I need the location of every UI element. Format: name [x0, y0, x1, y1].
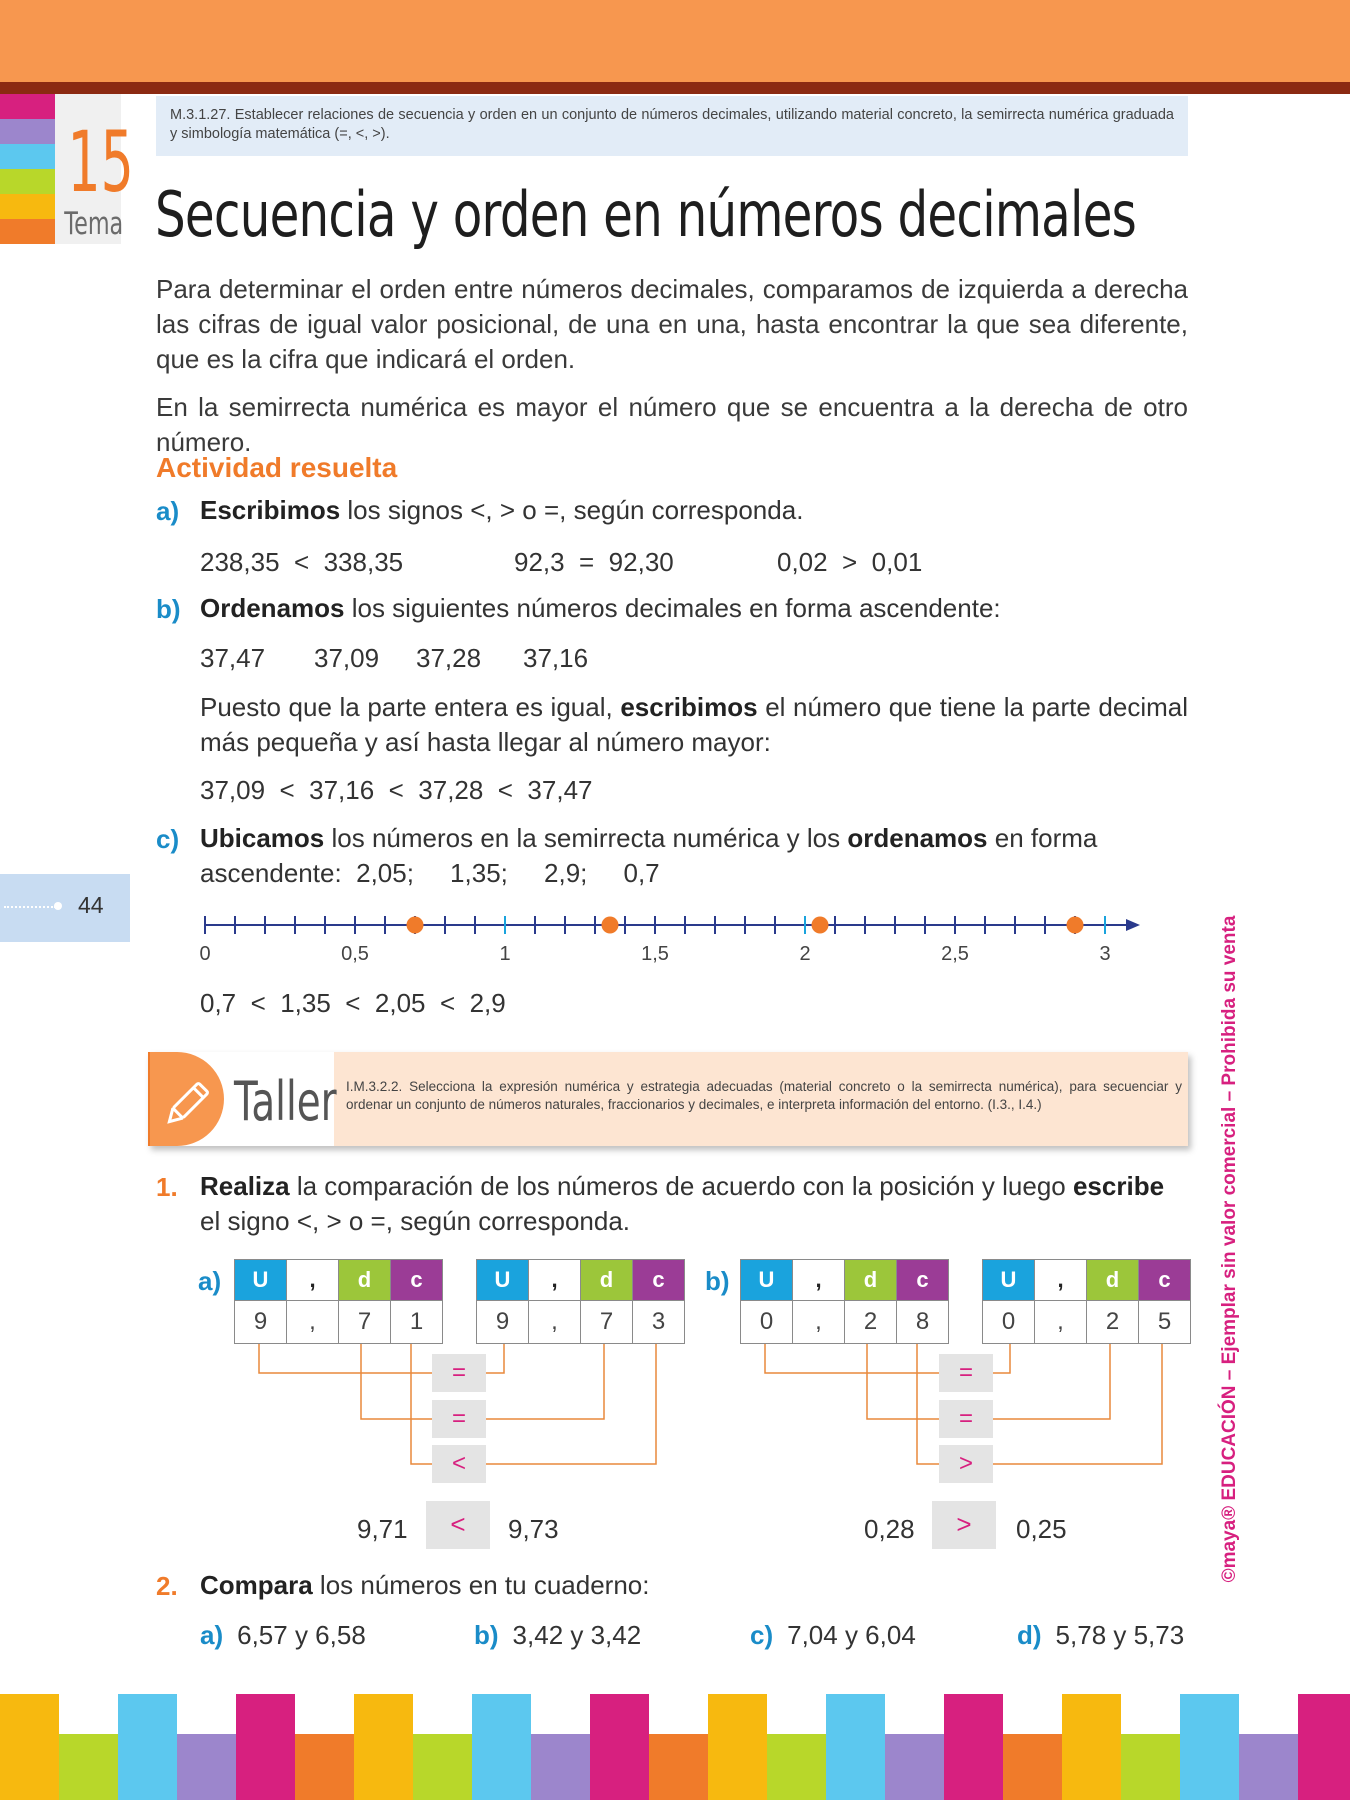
place-value-grid	[476, 1259, 685, 1344]
sign-box: =	[432, 1400, 486, 1438]
digit: 3	[633, 1301, 685, 1344]
digit: 0	[741, 1301, 793, 1344]
header-tenths: d	[845, 1260, 897, 1301]
ex1a-right-value: 9,73	[508, 1514, 559, 1544]
ex2-bold: Compara	[200, 1570, 313, 1600]
ex1-mid: la comparación de los números de acuerdo con la posición y luego	[289, 1171, 1073, 1201]
color-stripe	[0, 144, 55, 169]
explain-pre: Puesto que la parte entera es igual,	[200, 692, 621, 722]
footer-stripe	[295, 1734, 354, 1800]
header-tenths: d	[1087, 1260, 1139, 1301]
footer-stripe	[1062, 1694, 1121, 1800]
header-comma: ,	[1035, 1260, 1087, 1301]
color-stripe	[0, 94, 55, 119]
footer-stripe	[1121, 1734, 1180, 1800]
item-c-end: en forma	[987, 823, 1098, 853]
item-b-explanation	[200, 690, 1188, 760]
item-b-result: 37,09 < 37,16 < 37,28 < 37,47	[200, 775, 593, 805]
sign-box: =	[939, 1400, 993, 1438]
item-c-bold1: Ubicamos	[200, 823, 325, 853]
ex2-item-label: c)	[750, 1620, 774, 1650]
header-comma: ,	[793, 1260, 845, 1301]
exercise-1-line2: el signo <, > o =, según corresponda.	[200, 1206, 631, 1236]
ex2-item-label: b)	[474, 1620, 499, 1650]
number: 37,16	[523, 643, 589, 673]
header-comma: ,	[529, 1260, 581, 1301]
ex1a-left-value: 9,71	[357, 1514, 408, 1544]
digit: 9	[235, 1301, 287, 1344]
ex2-item	[750, 1618, 916, 1653]
item-b-bold: Ordenamos	[200, 593, 345, 623]
tick-label: 0,5	[341, 943, 369, 965]
footer-stripe	[649, 1734, 708, 1800]
footer-stripe	[708, 1694, 767, 1800]
digit: 0	[983, 1301, 1035, 1344]
number: 37,47	[200, 643, 266, 673]
ex2-item-label: a)	[200, 1620, 224, 1650]
ex1b-right-value: 0,25	[1016, 1514, 1067, 1544]
page-number-tab	[0, 874, 130, 942]
comparison: 92,3 = 92,30	[514, 547, 674, 577]
tema-number: 15	[67, 113, 134, 211]
number-point	[407, 917, 424, 934]
header-tenths: d	[581, 1260, 633, 1301]
ex2-item	[474, 1618, 641, 1653]
skill-statement: M.3.1.27. Establecer relaciones de secuencia y orden en un conjunto de números decimales, utilizando material concreto, la semirrecta numérica graduada y simbología matemática (=, <, >).	[156, 96, 1188, 156]
item-a-label: a)	[156, 496, 180, 526]
item-c-mid: los números en la semirrecta numérica y los	[324, 823, 848, 853]
comparison: 238,35 < 338,35	[200, 547, 404, 577]
page-title: Secuencia y orden en números decimales	[155, 178, 1137, 251]
header-hundredths: c	[897, 1260, 949, 1301]
item-c	[156, 823, 1098, 855]
digit: 1	[391, 1301, 443, 1344]
intro-paragraph-1: Para determinar el orden entre números decimales, comparamos de izquierda a derecha las cifras de igual valor posicional, de una en una, hasta encontrar la que sea diferente, que es la cifra que indicará el orden.	[156, 274, 1188, 374]
taller-title: Taller	[234, 1070, 337, 1133]
footer-stripe	[413, 1734, 472, 1800]
item-c-bold2: ordenamos	[847, 823, 988, 853]
sign-box: >	[939, 1445, 993, 1483]
footer-stripe	[590, 1694, 649, 1800]
digit: ,	[529, 1301, 581, 1344]
color-stripe	[0, 194, 55, 219]
footer-stripe	[826, 1694, 885, 1800]
item-c-line2: ascendente: 2,05; 1,35; 2,9; 0,7	[200, 858, 660, 888]
tick-label: 2	[799, 943, 811, 965]
ex1b-final-sign: >	[932, 1501, 996, 1549]
footer-stripe	[1180, 1694, 1239, 1800]
exercise-1	[156, 1171, 1165, 1203]
header-units: U	[235, 1260, 287, 1301]
number: 37,28	[416, 643, 482, 673]
exercise-2	[156, 1570, 650, 1602]
exercise-2-number: 2.	[156, 1571, 178, 1601]
footer-stripe	[767, 1734, 826, 1800]
footer-stripe	[118, 1694, 177, 1800]
item-c-label: c)	[156, 824, 180, 854]
header-comma: ,	[287, 1260, 339, 1301]
footer-stripe	[1298, 1694, 1350, 1800]
digit: 9	[477, 1301, 529, 1344]
header-units: U	[983, 1260, 1035, 1301]
footer-stripe	[177, 1734, 236, 1800]
ex1-bold1: Realiza	[200, 1171, 290, 1201]
item-a	[156, 495, 804, 527]
digit: 2	[1087, 1301, 1139, 1344]
tick-label: 3	[1099, 943, 1111, 965]
intro-paragraph-2: En la semirrecta numérica es mayor el número que se encuentra a la derecha de otro número.	[156, 392, 1188, 457]
digit: 7	[339, 1301, 391, 1344]
dot-icon	[54, 902, 62, 910]
place-value-grid	[740, 1259, 949, 1344]
pencil-icon	[150, 1052, 224, 1146]
number-line	[190, 900, 1150, 980]
ex2-item	[1017, 1618, 1184, 1653]
color-stripe	[0, 219, 55, 244]
digit: ,	[793, 1301, 845, 1344]
footer-stripe	[885, 1734, 944, 1800]
header-hundredths: c	[633, 1260, 685, 1301]
number-point	[602, 917, 619, 934]
digit: 8	[897, 1301, 949, 1344]
ex2-item-text: 7,04 y 6,04	[787, 1620, 916, 1650]
ex2-text: los números en tu cuaderno:	[312, 1570, 650, 1600]
color-stripe	[0, 119, 55, 144]
place-value-grid	[982, 1259, 1191, 1344]
item-c-result: 0,7 < 1,35 < 2,05 < 2,9	[200, 988, 506, 1018]
number-point	[812, 917, 829, 934]
comparison: 0,02 > 0,01	[777, 547, 923, 577]
ex2-item	[200, 1618, 366, 1653]
ex2-item-text: 6,57 y 6,58	[237, 1620, 366, 1650]
top-banner	[0, 0, 1350, 82]
footer-stripe	[354, 1694, 413, 1800]
top-banner-line	[0, 82, 1350, 94]
tick-label: 1	[499, 943, 511, 965]
sign-box: =	[432, 1354, 486, 1392]
sign-box: =	[939, 1354, 993, 1392]
digit: ,	[1035, 1301, 1087, 1344]
copyright-side-text: ©maya® EDUCACIÓN – Ejemplar sin valor comercial – Prohibida su venta	[1219, 915, 1240, 1583]
header-tenths: d	[339, 1260, 391, 1301]
tick-label: 1,5	[641, 943, 669, 965]
item-b-text: los siguientes números decimales en forma ascendente:	[344, 593, 1001, 623]
footer-stripe	[531, 1734, 590, 1800]
footer-stripe	[1003, 1734, 1062, 1800]
dotted-line	[4, 906, 56, 908]
header-hundredths: c	[1139, 1260, 1191, 1301]
ex1-bold2: escribe	[1072, 1171, 1165, 1201]
ex1b-left-value: 0,28	[864, 1514, 915, 1544]
footer-stripe	[0, 1694, 59, 1800]
header-units: U	[741, 1260, 793, 1301]
item-a-text: los signos <, > o =, según corresponda.	[340, 495, 804, 525]
digit: ,	[287, 1301, 339, 1344]
ex1a-label: a)	[198, 1266, 222, 1296]
footer-stripe	[59, 1734, 118, 1800]
tick-label: 2,5	[941, 943, 969, 965]
page-number: 44	[78, 892, 104, 918]
explain-bold: escribimos	[620, 692, 758, 722]
ex2-item-label: d)	[1017, 1620, 1042, 1650]
header-units: U	[477, 1260, 529, 1301]
tick-label: 0	[199, 943, 211, 965]
ex1b-label: b)	[705, 1266, 730, 1296]
item-a-bold: Escribimos	[200, 495, 341, 525]
header-hundredths: c	[391, 1260, 443, 1301]
activity-heading: Actividad resuelta	[156, 452, 398, 483]
digit: 7	[581, 1301, 633, 1344]
footer-stripe	[472, 1694, 531, 1800]
color-stripe	[0, 169, 55, 194]
footer-stripe	[236, 1694, 295, 1800]
ex1a-final-sign: <	[426, 1501, 490, 1549]
taller-indicator: I.M.3.2.2. Selecciona la expresión numérica y estrategia adecuadas (material concreto o la semirrecta numérica), para secuenciar y ordenar un conjunto de números naturales, fraccionarios y decimales, e interpreta información del entorno. (I.3., I.4.)	[346, 1079, 1182, 1112]
number-point	[1067, 917, 1084, 934]
number: 37,09	[314, 643, 380, 673]
digit: 5	[1139, 1301, 1191, 1344]
ex2-item-text: 5,78 y 5,73	[1055, 1620, 1185, 1650]
sign-box: <	[432, 1445, 486, 1483]
item-b	[156, 593, 1001, 625]
item-b-label: b)	[156, 594, 181, 624]
arrow-icon	[1126, 919, 1140, 931]
ex2-item-text: 3,42 y 3,42	[512, 1620, 642, 1650]
tema-label: Tema	[64, 206, 124, 242]
footer-stripe	[1239, 1734, 1298, 1800]
digit: 2	[845, 1301, 897, 1344]
footer-stripe	[944, 1694, 1003, 1800]
explain-post: el número que tiene la parte decimal más pequeña y así hasta llegar al número mayor:	[200, 692, 1188, 757]
place-value-grid	[234, 1259, 443, 1344]
exercise-1-number: 1.	[156, 1172, 178, 1202]
